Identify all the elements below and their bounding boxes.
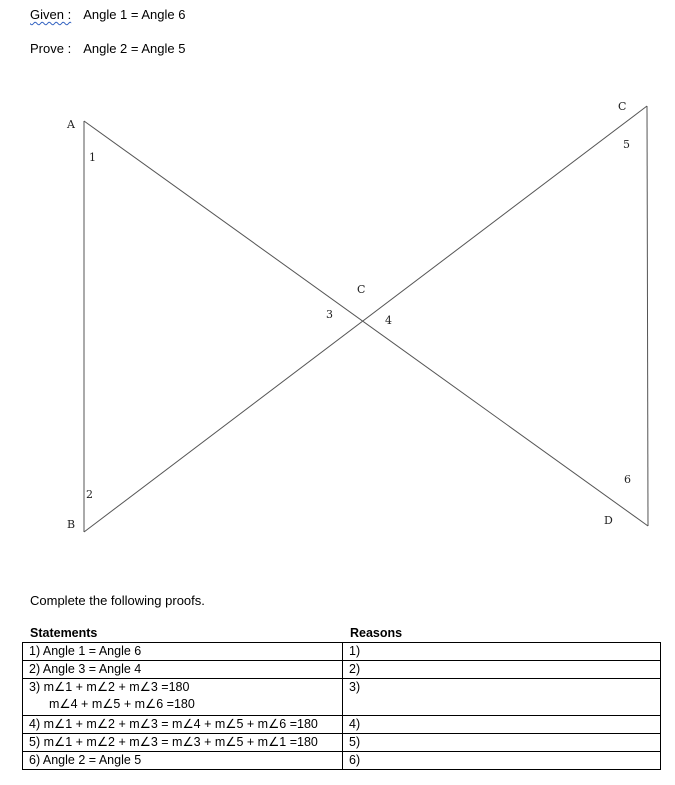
bowtie-diagram <box>0 90 675 550</box>
reason-cell[interactable] <box>343 716 661 734</box>
angle-label-2: 2 <box>86 488 93 501</box>
table-row <box>23 679 661 716</box>
reason-text: 1) <box>349 644 361 658</box>
statement-cell <box>23 679 343 716</box>
instructions-text: Complete the following proofs. <box>30 593 205 608</box>
reason-text: 3) <box>349 680 361 694</box>
table-row <box>23 716 661 734</box>
point-label-c-middle: C <box>357 283 366 296</box>
table-row <box>23 661 661 679</box>
proof-table <box>22 642 661 770</box>
angle-label-6: 6 <box>624 473 631 486</box>
given-text: Angle 1 = Angle 6 <box>83 7 186 22</box>
reason-cell[interactable] <box>343 643 661 661</box>
statement-cell <box>23 734 343 752</box>
angle-label-5: 5 <box>623 138 630 151</box>
statement-cell <box>23 716 343 734</box>
given-line <box>30 7 185 22</box>
given-label: Given : <box>30 7 72 22</box>
segment-ad <box>84 121 648 526</box>
point-label-a: A <box>67 118 75 131</box>
reason-cell[interactable] <box>343 752 661 770</box>
table-row <box>23 734 661 752</box>
statement-text: 5) m∠1 + m∠2 + m∠3 = m∠3 + m∠5 + m∠1 =180 <box>29 735 318 749</box>
statement-text: 2) Angle 3 = Angle 4 <box>29 662 142 676</box>
statement-cell <box>23 643 343 661</box>
statement-text-line-2: m∠4 + m∠5 + m∠6 =180 <box>49 697 195 711</box>
reason-text: 6) <box>349 753 361 767</box>
statement-text: 6) Angle 2 = Angle 5 <box>29 753 142 767</box>
statements-header: Statements <box>30 626 98 640</box>
statement-text: 3) m∠1 + m∠2 + m∠3 =180 <box>29 680 190 694</box>
segment-bc <box>84 106 647 532</box>
statement-text: 4) m∠1 + m∠2 + m∠3 = m∠4 + m∠5 + m∠6 =180 <box>29 717 318 731</box>
table-row <box>23 752 661 770</box>
reason-cell[interactable] <box>343 679 661 716</box>
prove-label: Prove : <box>30 41 72 56</box>
point-label-c-top: C <box>618 100 627 113</box>
reason-text: 4) <box>349 717 361 731</box>
segment-cd <box>647 106 648 526</box>
point-label-b: B <box>67 518 76 531</box>
angle-label-1: 1 <box>89 151 96 164</box>
reason-text: 5) <box>349 735 361 749</box>
prove-text: Angle 2 = Angle 5 <box>83 41 186 56</box>
point-label-d: D <box>604 514 613 527</box>
reasons-header: Reasons <box>350 626 403 640</box>
reason-cell[interactable] <box>343 734 661 752</box>
angle-label-4: 4 <box>385 314 392 327</box>
statement-cell <box>23 752 343 770</box>
statement-cell <box>23 661 343 679</box>
prove-line <box>30 41 185 56</box>
reason-text: 2) <box>349 662 361 676</box>
reason-cell[interactable] <box>343 661 661 679</box>
table-row <box>23 643 661 661</box>
statement-text: 1) Angle 1 = Angle 6 <box>29 644 142 658</box>
angle-label-3: 3 <box>326 308 333 321</box>
